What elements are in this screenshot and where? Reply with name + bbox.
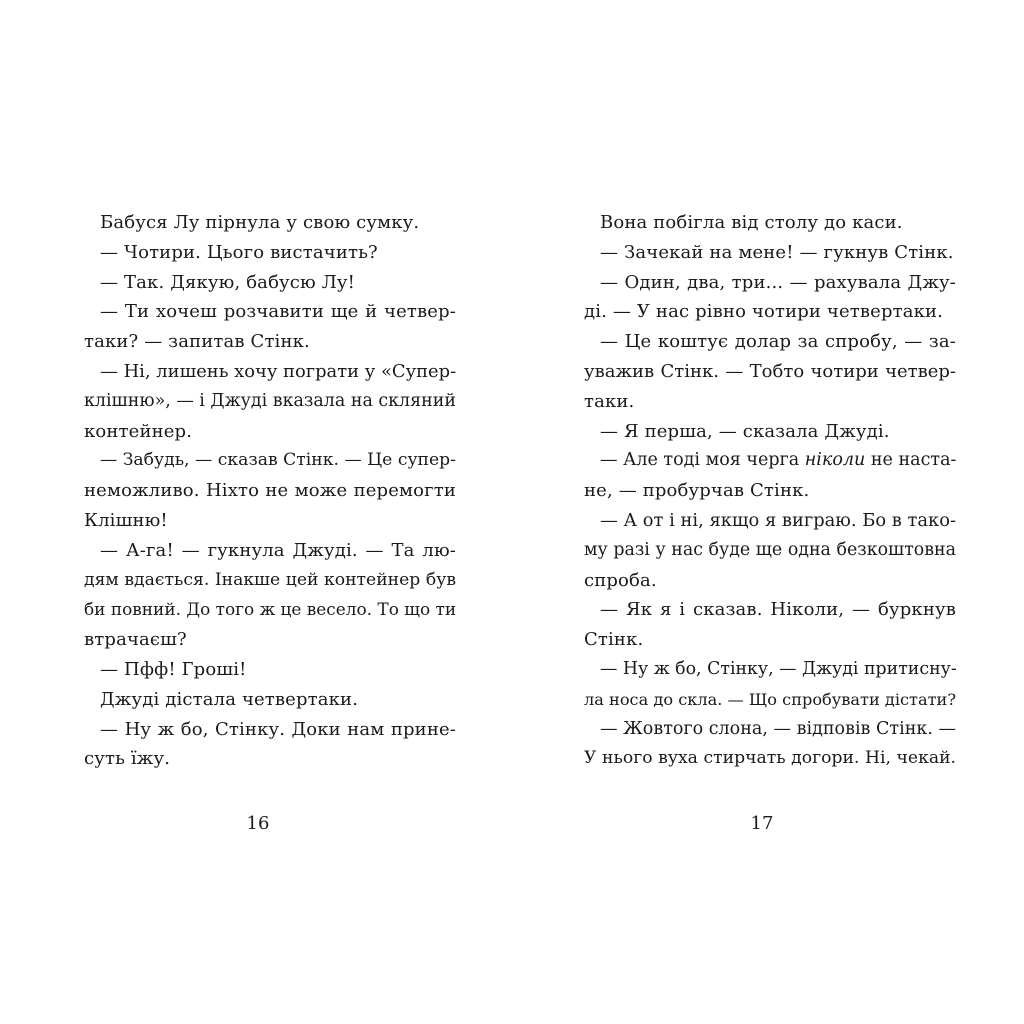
text-line: ді. — У нас рівно чотири четвертаки. <box>584 301 944 323</box>
text-line: суть їжу. <box>84 748 171 770</box>
left-page <box>84 208 456 774</box>
text-line: — Чотири. Цього вистачить? <box>100 241 378 263</box>
page-number-left: 16 <box>246 813 270 834</box>
text-line: — Це коштує долар за спробу, — за- <box>600 331 956 353</box>
text-line: — Пфф! Гроші! <box>100 658 247 680</box>
text-line: — Ну ж бо, Стінку, — Джуді притисну- <box>600 658 957 679</box>
text-line: клішню», — і Джуді вказала на скляний <box>84 390 456 411</box>
text-line: У нього вуха стирчать догори. Ні, чекай. <box>584 748 956 769</box>
text-line: контейнер. <box>84 420 193 442</box>
text-line: — Я перша, — сказала Джуді. <box>600 420 890 442</box>
text-segment: — Але тоді моя черга <box>600 450 805 471</box>
text-line: ла носа до скла. — Що спробувати дістати? <box>584 689 956 709</box>
text-line: — Один, два, три... — рахувала Джу- <box>600 271 956 293</box>
text-line: му разі у нас буде ще одна безкоштовна <box>584 539 956 560</box>
text-line: таки? — запитав Стінк. <box>84 331 310 353</box>
text-line: — Ти хочеш розчавити ще й четвер- <box>100 301 456 323</box>
text-line: — Ні, лишень хочу пограти у «Супер- <box>100 360 457 382</box>
text-line: таки. <box>584 390 635 412</box>
text-line: Вона побігла від столу до каси. <box>600 212 903 233</box>
text-line: би повний. До того ж це весело. То що ти <box>84 599 457 620</box>
text-line: — Так. Дякую, бабусю Лу! <box>100 271 356 293</box>
text-line: — Зачекай на мене! — гукнув Стінк. <box>600 241 954 263</box>
text-line: — Жовтого слона, — відповів Стінк. — <box>600 718 956 739</box>
text-line: — А-га! — гукнула Джуді. — Та лю- <box>100 539 456 561</box>
right-page <box>584 208 956 774</box>
text-line: втрачаєш? <box>84 629 187 651</box>
text-line: не, — пробурчав Стінк. <box>584 480 810 502</box>
text-line: — А от і ні, якщо я виграю. Бо в тако- <box>600 509 956 531</box>
text-line <box>584 446 956 476</box>
text-line: уважив Стінк. — Тобто чотири четвер- <box>584 360 956 382</box>
text-line: — Забудь, — сказав Стінк. — Це супер- <box>100 450 456 471</box>
text-line: Бабуся Лу пірнула у свою сумку. <box>100 212 420 233</box>
text-line: дям вдається. Інакше цей контейнер був <box>84 569 456 590</box>
text-line: неможливо. Ніхто не може перемогти <box>84 480 456 502</box>
text-line: Джуді дістала четвертаки. <box>100 688 359 710</box>
page-number-right: 17 <box>750 813 774 834</box>
text-line: спроба. <box>584 569 657 591</box>
text-line: — Ну ж бо, Стінку. Доки нам прине- <box>100 718 456 740</box>
emphasized-word: ніколи <box>804 450 866 471</box>
text-line: Клішню! <box>84 509 168 531</box>
text-segment: не наста- <box>865 450 957 471</box>
text-line: — Як я і сказав. Ніколи, — буркнув <box>600 599 956 621</box>
text-line: Стінк. <box>584 629 644 651</box>
